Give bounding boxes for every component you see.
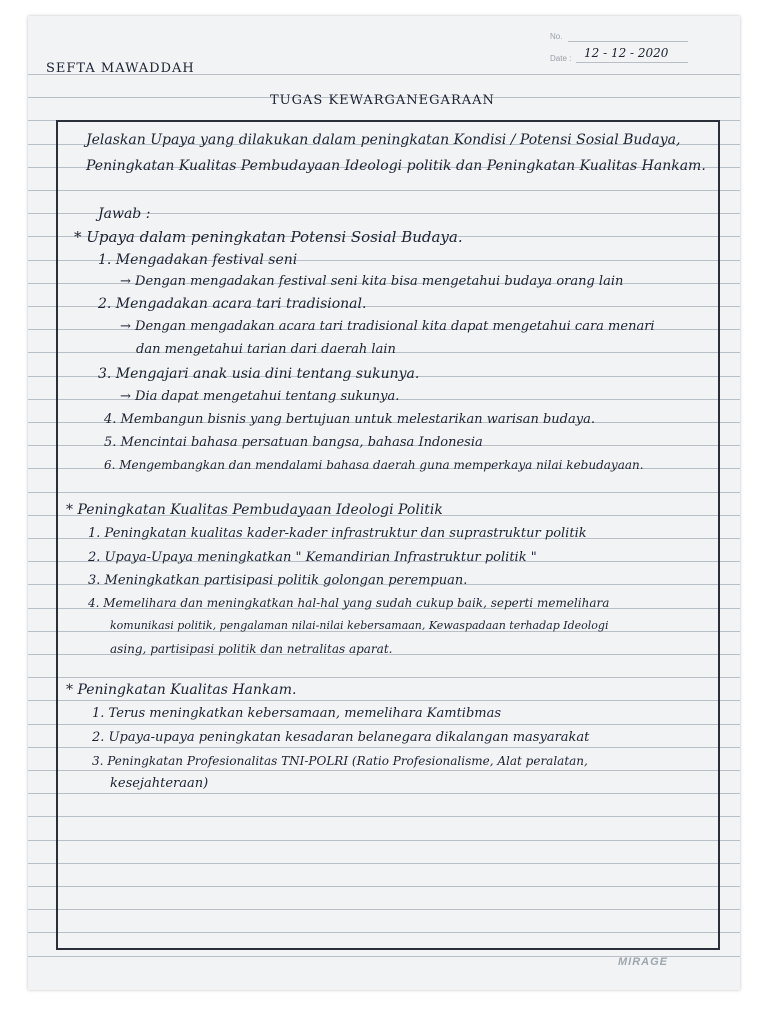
date-label: Date :	[550, 54, 572, 63]
list-item: 2. Mengadakan acara tari tradisional.	[98, 296, 367, 312]
list-item: 5. Mencintai bahasa persatuan bangsa, bahasa Indonesia	[104, 435, 483, 450]
answer-label: Jawab :	[98, 206, 151, 222]
list-item: 4. Membangun bisnis yang bertujuan untuk melestarikan warisan budaya.	[104, 412, 595, 427]
notebook-brand-logo: MIRAGE	[618, 956, 668, 968]
list-item: 1. Peningkatan kualitas kader-kader infrastruktur dan suprastruktur politik	[88, 526, 587, 541]
list-item: asing, partisipasi politik dan netralitas aparat.	[110, 642, 393, 656]
question-line-1: Jelaskan Upaya yang dilakukan dalam peningkatan Kondisi / Potensi Sosial Budaya,	[86, 132, 681, 148]
list-item: 3. Meningkatkan partisipasi politik golongan perempuan.	[88, 573, 468, 588]
list-item: 1. Terus meningkatkan kebersamaan, memelihara Kamtibmas	[92, 706, 502, 721]
section-3-heading: * Peningkatan Kualitas Hankam.	[66, 682, 297, 698]
list-item: → Dia dapat mengetahui tentang sukunya.	[120, 389, 400, 404]
list-item: kesejahteraan)	[110, 776, 209, 791]
student-name: SEFTA MAWADDAH	[46, 61, 195, 76]
notebook-page	[28, 16, 740, 990]
list-item: 6. Mengembangkan dan mendalami bahasa daerah guna memperkaya nilai kebudayaan.	[104, 458, 644, 472]
date-value: 12 - 12 - 2020	[584, 46, 669, 60]
list-item: 3. Peningkatan Profesionalitas TNI-POLRI (Ratio Profesionalisme, Alat peralatan,	[92, 754, 588, 768]
list-item: 4. Memelihara dan meningkatkan hal-hal yang sudah cukup baik, seperti memelihara	[88, 596, 610, 610]
list-item: 2. Upaya-upaya peningkatan kesadaran belanegara dikalangan masyarakat	[92, 730, 590, 745]
list-item: komunikasi politik, pengalaman nilai-nilai kebersamaan, Kewaspadaan terhadap Ideologi	[110, 619, 609, 632]
list-item: → Dengan mengadakan acara tari tradisional kita dapat mengetahui cara menari	[120, 319, 655, 334]
list-item: 1. Mengadakan festival seni	[98, 252, 298, 268]
list-item: dan mengetahui tarian dari daerah lain	[136, 342, 396, 357]
date-underline	[576, 62, 688, 63]
question-line-2: Peningkatan Kualitas Pembudayaan Ideologi politik dan Peningkatan Kualitas Hankam.	[86, 158, 706, 174]
no-label: No.	[550, 32, 563, 41]
page-title: TUGAS KEWARGANEGARAAN	[270, 93, 495, 108]
list-item: 2. Upaya-Upaya meningkatkan " Kemandirian Infrastruktur politik "	[88, 550, 537, 565]
list-item: → Dengan mengadakan festival seni kita bisa mengetahui budaya orang lain	[120, 274, 624, 289]
section-2-heading: * Peningkatan Kualitas Pembudayaan Ideologi Politik	[66, 502, 443, 518]
list-item: 3. Mengajari anak usia dini tentang sukunya.	[98, 366, 420, 382]
section-1-heading: * Upaya dalam peningkatan Potensi Sosial Budaya.	[74, 228, 463, 246]
no-underline	[568, 41, 688, 42]
